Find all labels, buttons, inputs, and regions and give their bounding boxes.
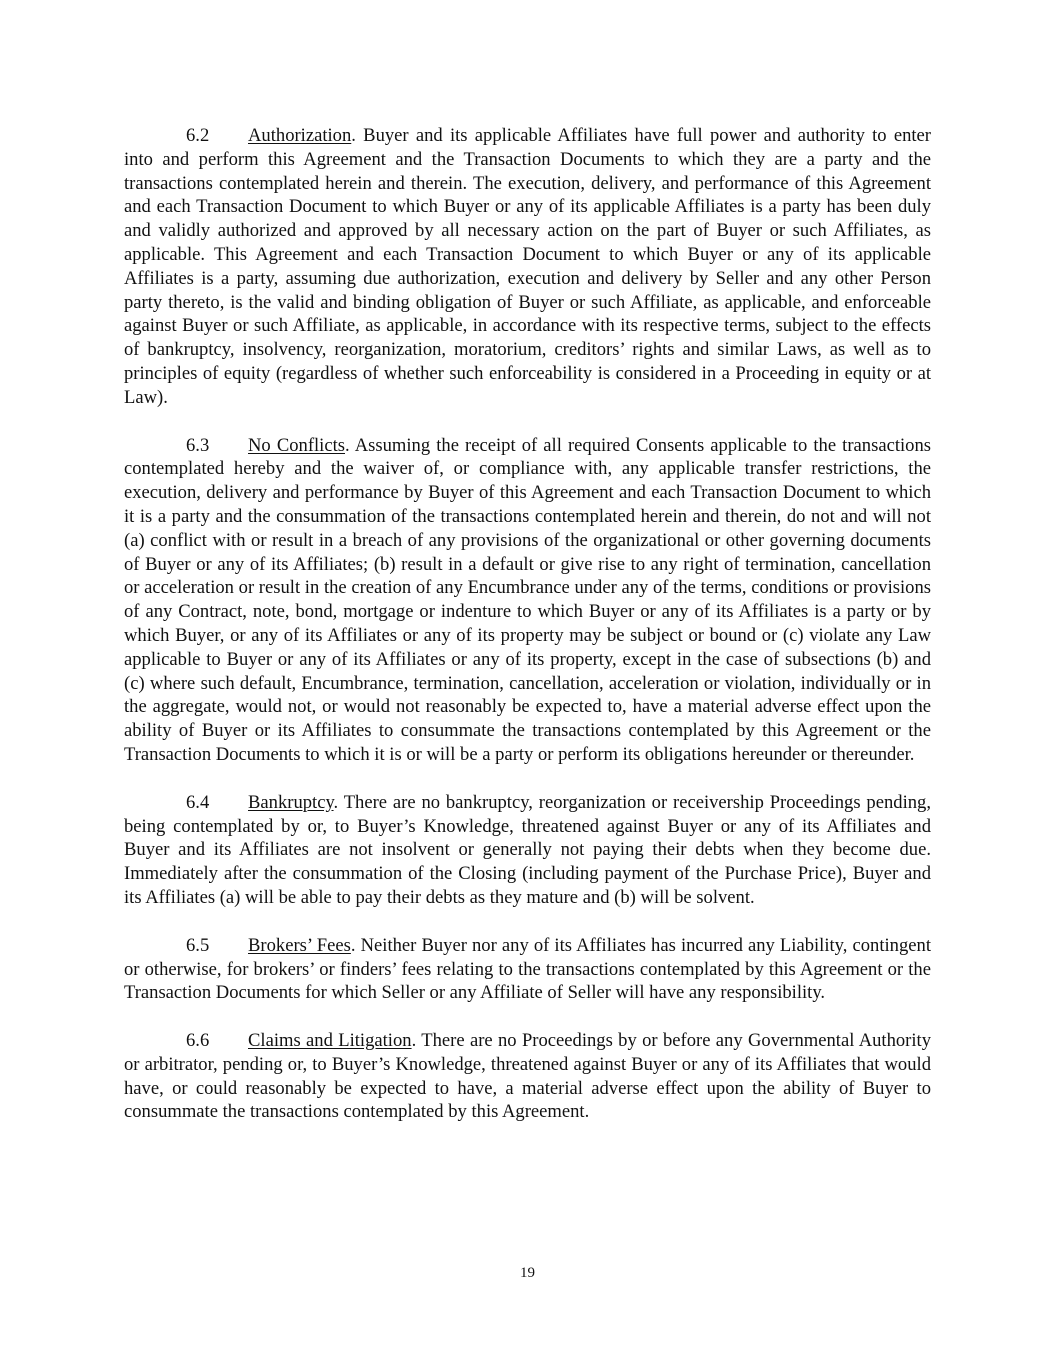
section-body: . Assuming the receipt of all required Consents applicable to the transactions contemplated hereby and the waiver of, or compliance with, any applicable transfer restrictions, the execution, delivery and performance by Buyer of this Agreement and each Transaction Document to which it is a party and the consummation of the transactions contemplated herein and therein, do not and will not (a) conflict with or result in a breach of any provisions of the organizational or other governing documents of Buyer or any of its Affiliates; (b) result in a default or give rise to any right of termination, cancellation or acceleration or result in the creation of any Encumbrance under any of the terms, conditions or provisions of any Contract, note, bond, mortgage or indenture to which Buyer or any of its Affiliates is a party or by which Buyer, or any of its Affiliates or any of its property may be subject or bound or (c) violate any Law applicable to Buyer or any of its Affiliates or any of its property, except in the case of subsections (b) and (c) where such default, Encumbrance, termination, cancellation, acceleration or violation, individually or in the aggregate, would not, or would not reasonably be expected to, have a material adverse effect upon the ability of Buyer or its Affiliates to consummate the transactions contemplated by this Agreement or the Transaction Documents to which it is or will be a party or perform its obligations hereunder or thereunder. xyxy=(124,434,931,765)
section-heading: Brokers’ Fees xyxy=(248,934,351,956)
section-body: . Neither Buyer nor any of its Affiliates has incurred any Liability, contingent or otherwise, for brokers’ or finders’ fees relating to the transactions contemplated by this Agreement or the Transaction Documents for which Seller or any Affiliate of Seller will have any responsibility. xyxy=(124,934,931,1004)
section-body: . Buyer and its applicable Affiliates have full power and authority to enter into and perform this Agreement and the Transaction Documents to which they are a party and the transactions contemplated herein and therein. The execution, delivery, and performance of this Agreement and each Transaction Document to which Buyer or any of its applicable Affiliates is a party has been duly and validly authorized and approved by all necessary action on the part of Buyer or such Affiliates, as applicable. This Agreement and each Transaction Document to which Buyer or any of its applicable Affiliates is a party, assuming due authorization, execution and delivery by Seller and any other Person party thereto, is the valid and binding obligation of Buyer or such Affiliate, as applicable, and enforceable against Buyer or such Affiliate, as applicable, in accordance with its respective terms, subject to the effects of bankruptcy, insolvency, reorganization, moratorium, creditors’ rights and similar Laws, as well as to principles of equity (regardless of whether such enforceability is considered in a Proceeding in equity or at Law). xyxy=(124,125,931,408)
section-heading: Bankruptcy xyxy=(248,791,334,813)
section-6-4 xyxy=(124,791,931,910)
section-number: 6.2 xyxy=(186,125,210,146)
section-number: 6.5 xyxy=(186,934,210,956)
section-number: 6.3 xyxy=(186,434,210,456)
section-6-3 xyxy=(124,434,931,767)
page-number: 19 xyxy=(520,1265,535,1281)
section-6-5 xyxy=(124,934,931,1005)
section-heading: No Conflicts xyxy=(248,434,345,456)
section-6-6 xyxy=(124,1029,931,1124)
section-6-2 xyxy=(124,124,931,410)
section-heading: Claims and Litigation xyxy=(248,1030,412,1052)
section-number: 6.4 xyxy=(186,791,210,813)
section-heading: Authorization xyxy=(248,125,352,146)
section-body: . There are no bankruptcy, reorganization or receivership Proceedings pending, being contemplated by or, to Buyer’s Knowledge, threatened against Buyer or any of its Affiliates and Buyer and its Affiliates are not insolvent or generally not paying their debts when they become due. Immediately after the consummation of the Closing (including payment of the Purchase Price), Buyer and its Affiliates (a) will be able to pay their debts as they mature and (b) will be solvent. xyxy=(124,791,931,908)
document-page xyxy=(124,124,931,1148)
section-number: 6.6 xyxy=(186,1030,210,1052)
section-body: . There are no Proceedings by or before any Governmental Authority or arbitrator, pending or, to Buyer’s Knowledge, threatened against Buyer or any of its Affiliates that would have, or could reasonably be expected to have, a material adverse effect upon the ability of Buyer to consummate the transactions contemplated by this Agreement. xyxy=(124,1030,931,1123)
